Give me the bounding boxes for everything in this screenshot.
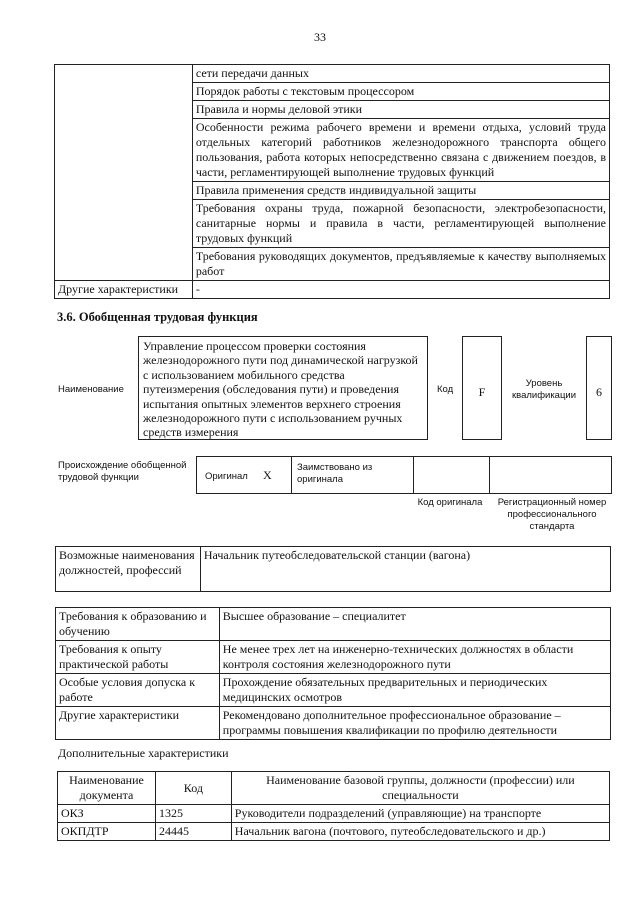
positions-value: Начальник путеобследовательской станции (вагона)	[200, 547, 610, 592]
knowledge-item: Порядок работы с текстовым процессором	[192, 83, 609, 101]
section-heading: 3.6. Обобщенная трудовая функция	[57, 310, 258, 324]
table-row	[58, 805, 610, 823]
header-cell: Код	[155, 772, 231, 805]
table-cell: Начальник вагона (почтового, путеобследовательского и др.)	[231, 823, 609, 841]
divider	[489, 457, 490, 493]
original-code-caption: Код оригинала	[417, 497, 483, 508]
requirements-table	[55, 607, 611, 740]
knowledge-item: Правила и нормы деловой этики	[192, 101, 609, 119]
positions-label: Возможные наименования должностей, профессий	[56, 547, 201, 592]
table-cell: 1325	[155, 805, 231, 823]
positions-table	[55, 546, 611, 592]
requirement-value: Рекомендовано дополнительное профессиональное образование – программы повышения квалификации по профилю деятельности	[219, 707, 610, 740]
empty-label-cell	[55, 65, 193, 281]
table-row	[56, 641, 611, 674]
code-value: F	[462, 336, 502, 440]
table-row	[56, 547, 611, 592]
table-row	[56, 674, 611, 707]
requirement-label: Другие характеристики	[56, 707, 220, 740]
table-cell: ОКЗ	[58, 805, 156, 823]
requirement-label: Особые условия допуска к работе	[56, 674, 220, 707]
requirement-label: Требования к образованию и обучению	[56, 608, 220, 641]
knowledge-item: Требования руководящих документов, предъявляемые к качеству выполняемых работ	[192, 248, 609, 281]
divider	[413, 457, 414, 493]
function-name-value: Управление процессом проверки состояния железнодорожного пути под динамической нагрузкой с использованием мобильного средства путеизмерения (обследования пути) и проведения испытания опытных элементов верхнего строения железнодорожного пути с использованием ручных средств измерения	[138, 336, 428, 440]
header-cell: Наименование документа	[58, 772, 156, 805]
requirement-label: Требования к опыту практической работы	[56, 641, 220, 674]
additional-heading: Дополнительные характеристики	[58, 746, 229, 760]
table-row	[55, 281, 610, 299]
function-name-label: Наименование	[58, 384, 124, 395]
requirement-value: Высшее образование – специалитет	[219, 608, 610, 641]
requirement-value: Не менее трех лет на инженерно-технических должностях в области контроля состояния железнодорожного пути	[219, 641, 610, 674]
original-label: Оригинал	[205, 471, 248, 482]
qualification-level-label: Уровень квалификации	[511, 378, 577, 401]
table-cell: ОКПДТР	[58, 823, 156, 841]
additional-table	[57, 771, 610, 841]
original-mark: X	[263, 468, 272, 482]
table-row	[56, 707, 611, 740]
origin-box	[196, 456, 612, 494]
table-cell: 24445	[155, 823, 231, 841]
requirement-value: Прохождение обязательных предварительных и периодических медицинских осмотров	[219, 674, 610, 707]
page-number: 33	[314, 30, 326, 44]
borrowed-label: Заимствовано из оригинала	[297, 462, 373, 485]
registration-number-caption: Регистрационный номер профессионального стандарта	[497, 497, 607, 532]
top-requirements-table	[54, 64, 610, 299]
other-characteristics-label: Другие характеристики	[55, 281, 193, 299]
table-row	[58, 823, 610, 841]
knowledge-item: сети передачи данных	[192, 65, 609, 83]
table-cell: Руководители подразделений (управляющие) на транспорте	[231, 805, 609, 823]
other-characteristics-value: -	[192, 281, 609, 299]
knowledge-item: Правила применения средств индивидуальной защиты	[192, 182, 609, 200]
origin-label: Происхождение обобщенной трудовой функции	[58, 460, 187, 483]
knowledge-item: Особенности режима рабочего времени и времени отдыха, условий труда отдельных категорий работников железнодорожного транспорта общего пользования, работа которых непосредственно связана с движением поездов, в части, регламентирующей выполнение трудовых функций	[192, 119, 609, 182]
table-row	[58, 772, 610, 805]
table-row	[56, 608, 611, 641]
knowledge-item: Требования охраны труда, пожарной безопасности, электробезопасности, санитарные нормы и правила в части, регламентирующей выполнение трудовых функций	[192, 200, 609, 248]
qualification-level-value: 6	[586, 336, 612, 440]
table-row	[55, 65, 610, 83]
divider	[291, 457, 292, 493]
header-cell: Наименование базовой группы, должности (профессии) или специальности	[231, 772, 609, 805]
code-label: Код	[437, 384, 454, 395]
